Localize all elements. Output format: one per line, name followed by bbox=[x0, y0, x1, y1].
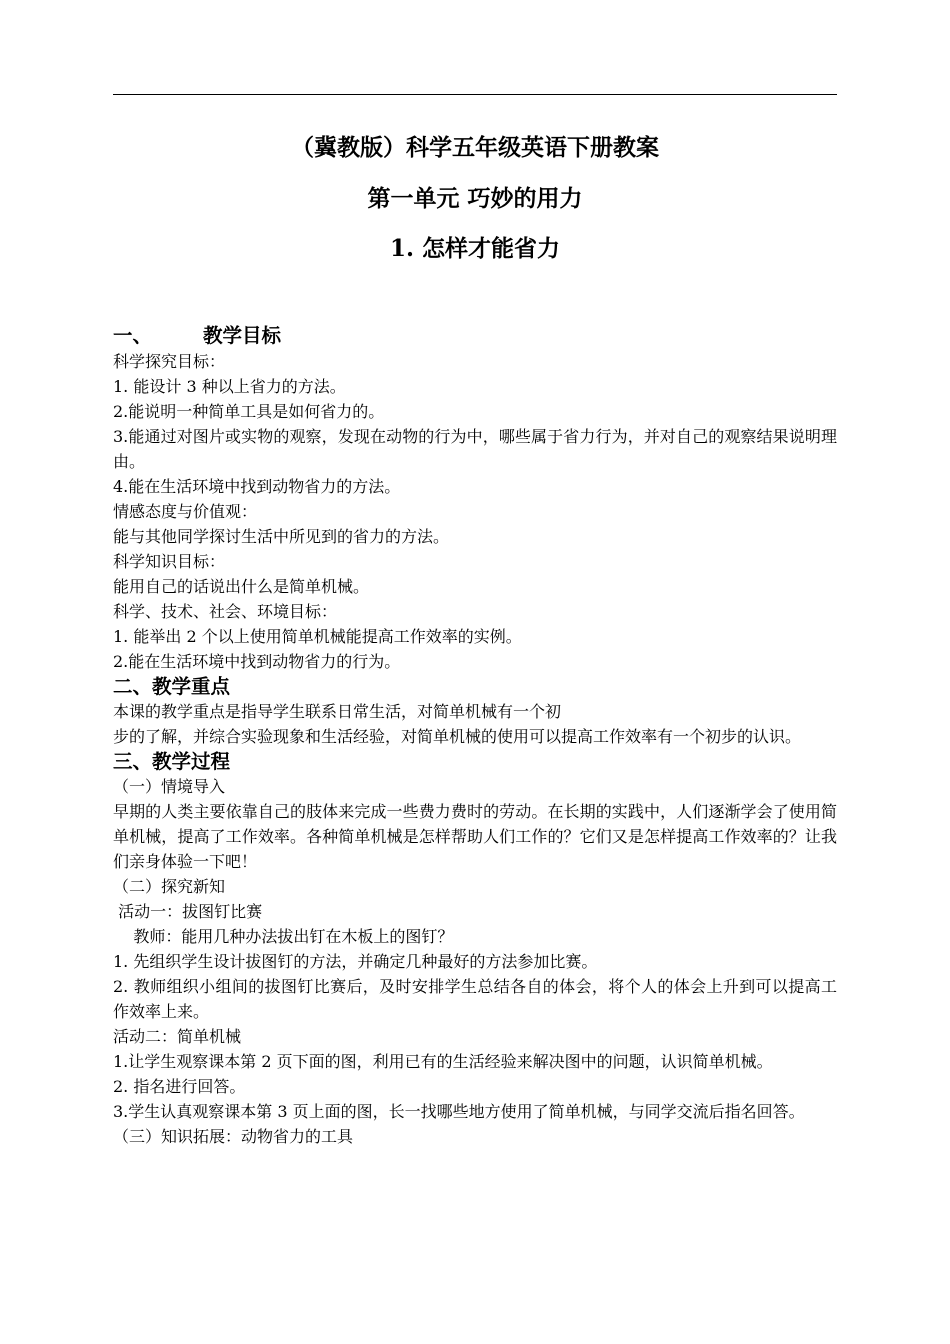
paragraph: 1.让学生观察课本第 2 页下面的图，利用已有的生活经验来解决图中的问题，认识简单机械。 bbox=[113, 1052, 773, 1071]
header-rule bbox=[113, 94, 837, 95]
paragraph: 1. 能设计 3 种以上省力的方法。 bbox=[113, 377, 346, 396]
paragraph: （二）探究新知 bbox=[113, 877, 226, 896]
lesson-title: 1. 怎样才能省力 bbox=[389, 235, 561, 262]
paragraph: 本课的教学重点是指导学生联系日常生活，对简单机械有一个初 bbox=[113, 702, 562, 721]
paragraph: 科学探究目标： bbox=[113, 352, 226, 371]
paragraph: 能用自己的话说出什么是简单机械。 bbox=[113, 577, 370, 596]
paragraph: 活动二：简单机械 bbox=[113, 1027, 242, 1046]
paragraph: 科学、技术、社会、环境目标： bbox=[113, 602, 338, 621]
paragraph: （三）知识拓展：动物省力的工具 bbox=[113, 1127, 354, 1146]
paragraph: 步的了解，并综合实验现象和生活经验，对简单机械的使用可以提高工作效率有一个初步的认识。 bbox=[113, 727, 802, 746]
paragraph: 科学知识目标： bbox=[113, 552, 226, 571]
paragraph: 能与其他同学探讨生活中所见到的省力的方法。 bbox=[113, 527, 450, 546]
paragraph: 1. 先组织学生设计拔图钉的方法，并确定几种最好的方法参加比赛。 bbox=[113, 952, 598, 971]
paragraph: 早期的人类主要依靠自己的肢体来完成一些费力费时的劳动。在长期的实践中，人们逐渐学会了使用简单机械，提高了工作效率。各种简单机械是怎样帮助人们工作的？它们又是怎样提高工作效率的？让我们亲身体验一下吧！ bbox=[113, 802, 837, 871]
document-body bbox=[113, 323, 837, 1149]
section-heading-text: 教学目标 bbox=[203, 324, 282, 347]
section-heading-process: 三、教学过程 bbox=[113, 750, 231, 773]
section-heading-objectives bbox=[113, 323, 837, 349]
unit-title: 第一单元 巧妙的用力 bbox=[367, 185, 583, 212]
paragraph: 2. 指名进行回答。 bbox=[113, 1077, 246, 1096]
paragraph: 2.能说明一种简单工具是如何省力的。 bbox=[113, 402, 385, 421]
paragraph: 4.能在生活环境中找到动物省力的方法。 bbox=[113, 477, 401, 496]
paragraph: 3.能通过对图片或实物的观察，发现在动物的行为中，哪些属于省力行为，并对自己的观察结果说明理由。 bbox=[113, 427, 837, 471]
paragraph: 2.能在生活环境中找到动物省力的行为。 bbox=[113, 652, 401, 671]
paragraph: 3.学生认真观察课本第 3 页上面的图，长一找哪些地方使用了简单机械，与同学交流后指名回答。 bbox=[113, 1102, 805, 1121]
paragraph: 1. 能举出 2 个以上使用简单机械能提高工作效率的实例。 bbox=[113, 627, 522, 646]
section-number: 一、 bbox=[113, 324, 153, 347]
paragraph: 教师：能用几种办法拔出钉在木板上的图钉？ bbox=[113, 927, 454, 946]
section-heading-keypoints: 二、教学重点 bbox=[113, 675, 231, 698]
paragraph: 2. 教师组织小组间的拔图钉比赛后，及时安排学生总结各自的体会，将个人的体会上升到可以提高工作效率上来。 bbox=[113, 977, 837, 1021]
paragraph: （一）情境导入 bbox=[113, 777, 226, 796]
paragraph: 活动一：拔图钉比赛 bbox=[113, 902, 263, 921]
paragraph: 情感态度与价值观： bbox=[113, 502, 258, 521]
document-title: （冀教版）科学五年级英语下册教案 bbox=[291, 134, 659, 161]
